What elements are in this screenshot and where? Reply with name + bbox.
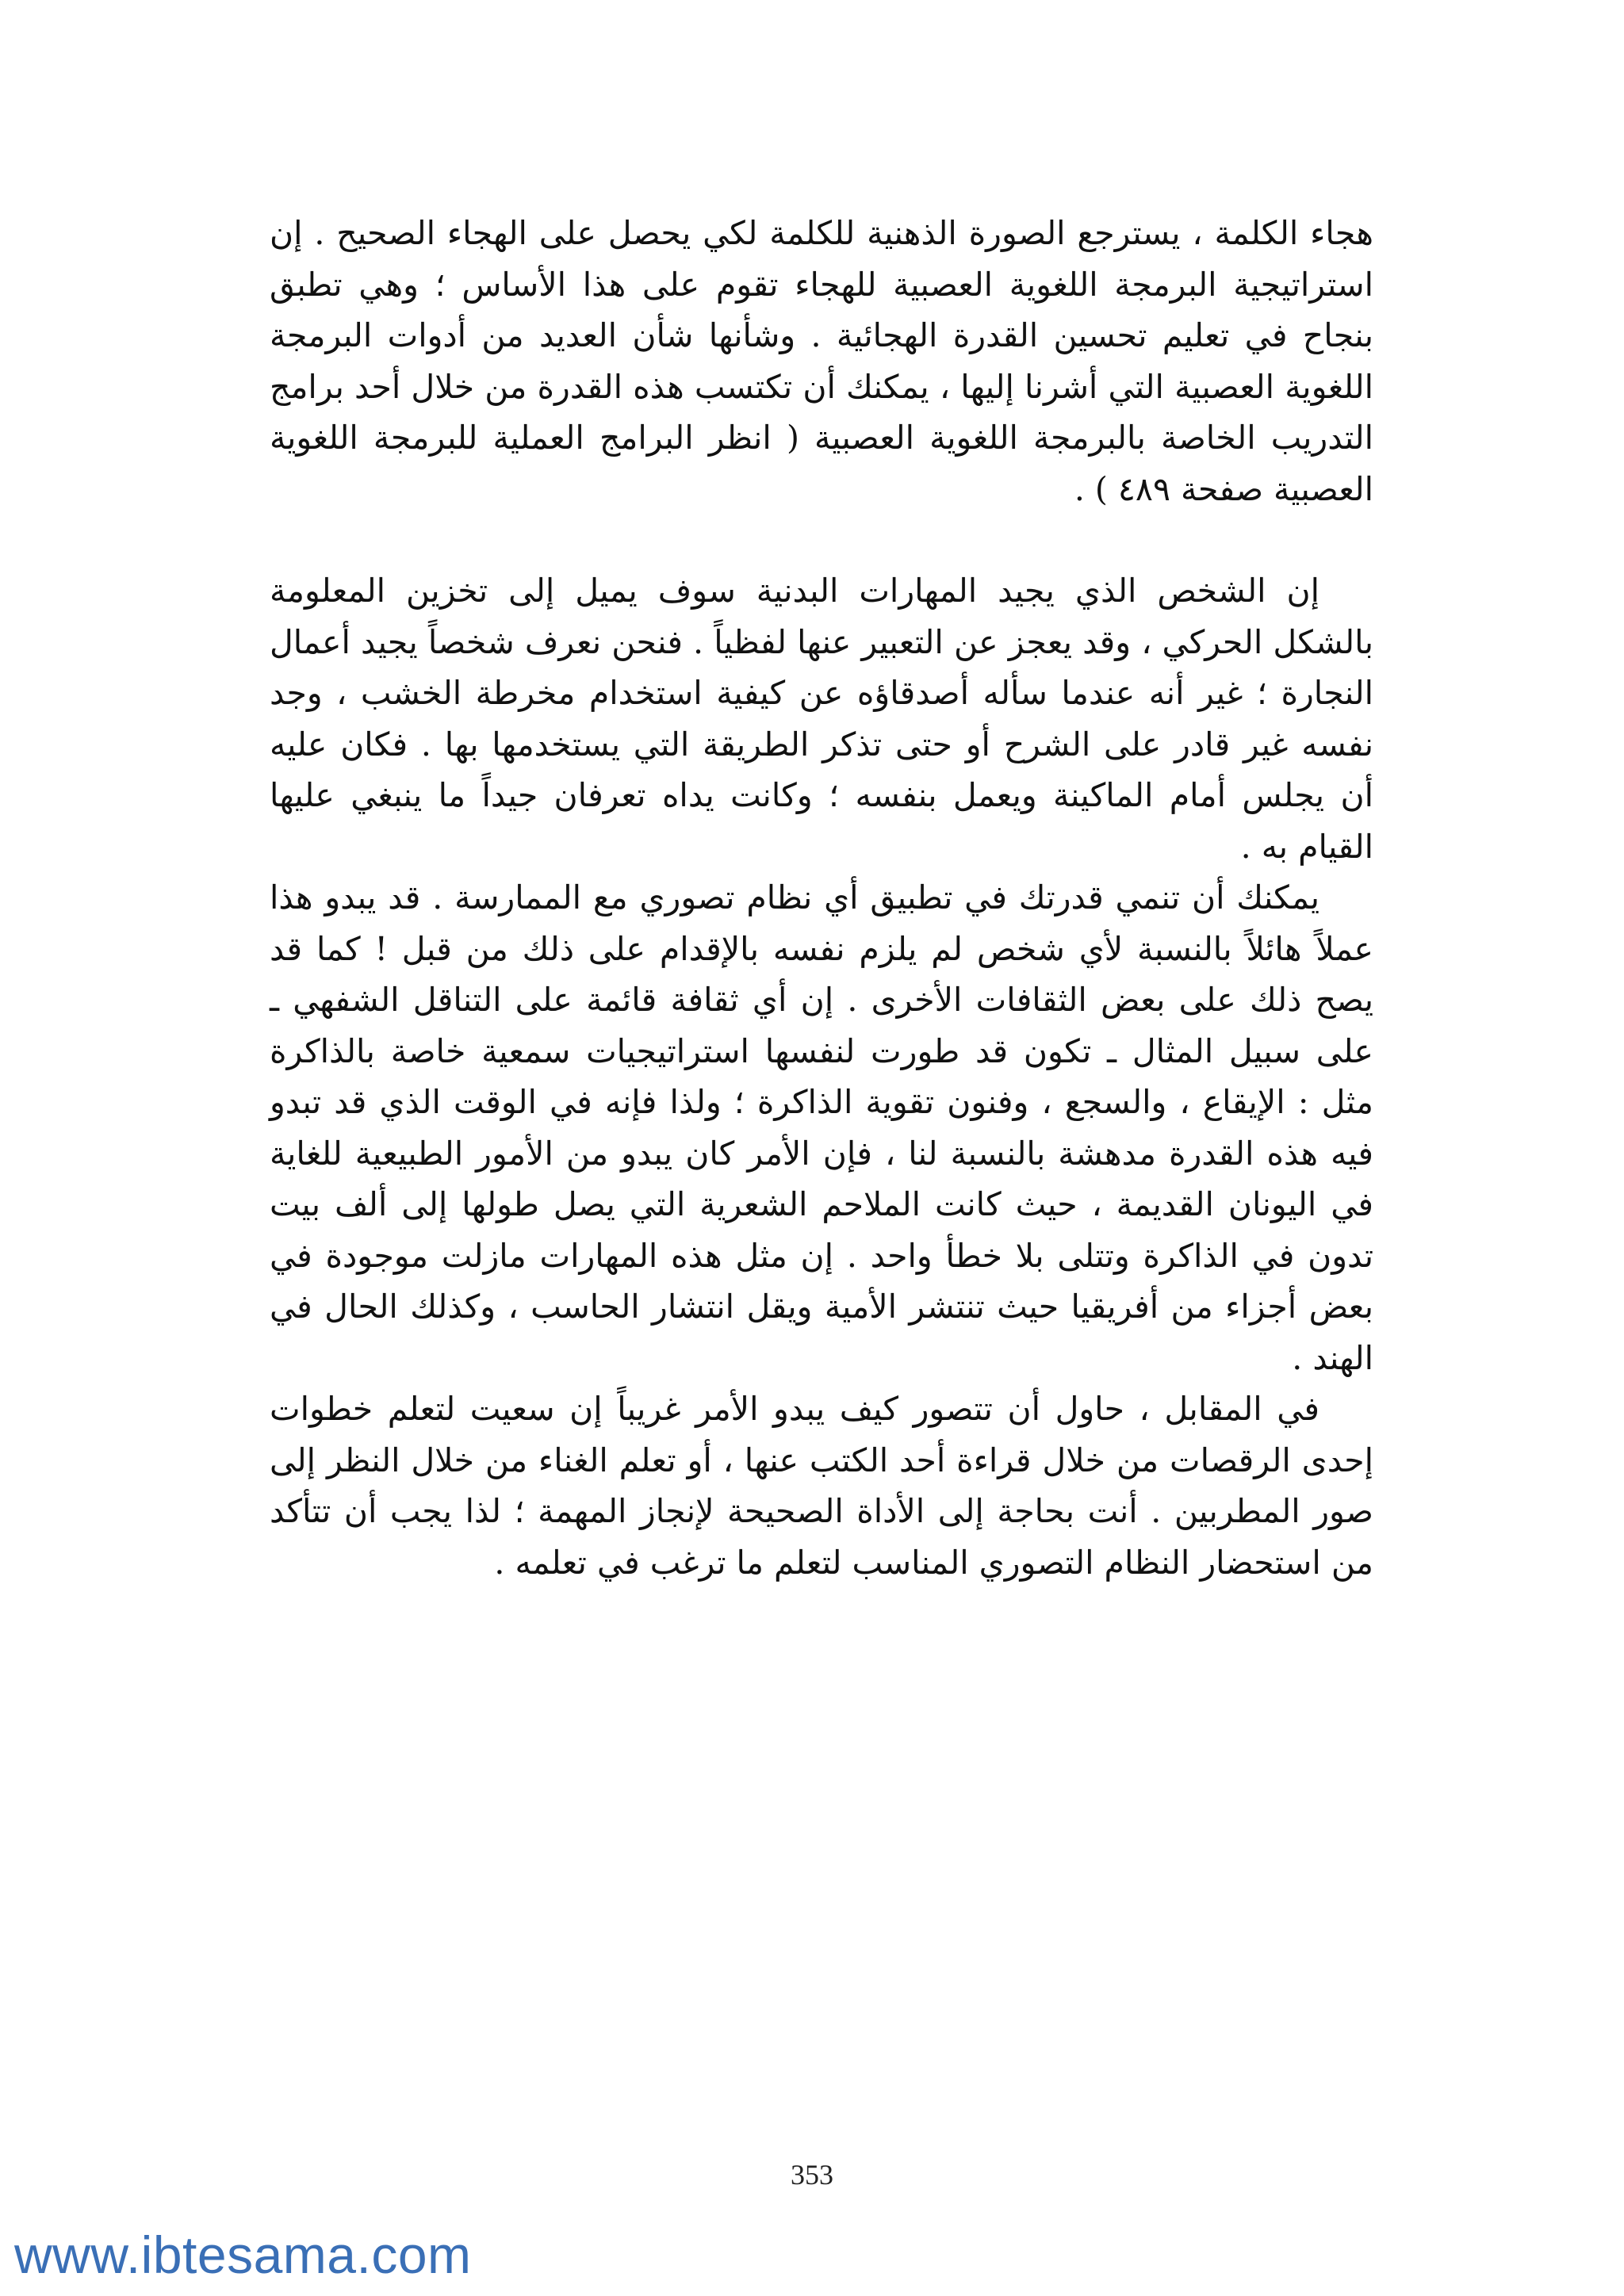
paragraph-1: هجاء الكلمة ، يسترجع الصورة الذهنية للكلمة لكي يحصل على الهجاء الصحيح . إن استراتيجية البرمجة اللغوية العصبية للهجاء تقوم على هذا الأساس ؛ وهي تطبق بنجاح في تعليم تحسين القدرة الهجائية . وشأنها شأن العديد من أدوات البرمجة اللغوية العصبية التي أشرنا إليها ، يمكنك أن تكتسب هذه القدرة من خلال أحد برامج التدريب الخاصة بالبرمجة اللغوية العصبية ( انظر البرامج العملية للبرمجة اللغوية العصبية صفحة ٤٨٩ ) . — [270, 214, 1374, 508]
paragraph-2: إن الشخص الذي يجيد المهارات البدنية سوف يميل إلى تخزين المعلومة بالشكل الحركي ، وقد يعجز عن التعبير عنها لفظياً . فنحن نعرف شخصاً يجيد أعمال النجارة ؛ غير أنه عندما سأله أصدقاؤه عن كيفية استخدام مخرطة الخشب ، وجد نفسه غير قادر على الشرح أو حتى تذكر الطريقة التي يستخدمها بها . فكان عليه أن يجلس أمام الماكينة ويعمل بنفسه ؛ وكانت يداه تعرفان جيداً ما ينبغي عليها القيام به . — [270, 572, 1373, 866]
watermark-url: www.ibtesama.com — [14, 2225, 472, 2284]
page-body — [270, 208, 1373, 1588]
paragraph-3: يمكنك أن تنمي قدرتك في تطبيق أي نظام تصوري مع الممارسة . قد يبدو هذا عملاً هائلاً بالنسبة لأي شخص لم يلزم نفسه بالإقدام على ذلك من قبل ! كما قد يصح ذلك على بعض الثقافات الأخرى . إن أي ثقافة قائمة على التناقل الشفهي ـ على سبيل المثال ـ تكون قد طورت لنفسها استراتيجيات سمعية خاصة بالذاكرة مثل : الإيقاع ، والسجع ، وفنون تقوية الذاكرة ؛ ولذا فإنه في الوقت الذي قد تبدو فيه هذه القدرة مدهشة بالنسبة لنا ، فإن الأمر كان يبدو من الأمور الطبيعية للغاية في اليونان القديمة ، حيث كانت الملاحم الشعرية التي يصل طولها إلى ألف بيت تدون في الذاكرة وتتلى بلا خطأ واحد . إن مثل هذه المهارات مازلت موجودة في بعض أجزاء من أفريقيا حيث تنتشر الأمية ويقل انتشار الحاسب ، وكذلك الحال في الهند . — [270, 878, 1373, 1377]
paragraph-4: في المقابل ، حاول أن تتصور كيف يبدو الأمر غريباً إن سعيت لتعلم خطوات إحدى الرقصات من خلال قراءة أحد الكتب عنها ، أو تعلم الغناء من خلال النظر إلى صور المطربين . أنت بحاجة إلى الأداة الصحيحة لإنجاز المهمة ؛ لذا يجب أن تتأكد من استحضار النظام التصوري المناسب لتعلم ما ترغب في تعلمه . — [270, 1390, 1373, 1582]
page-number: 353 — [791, 2159, 833, 2191]
